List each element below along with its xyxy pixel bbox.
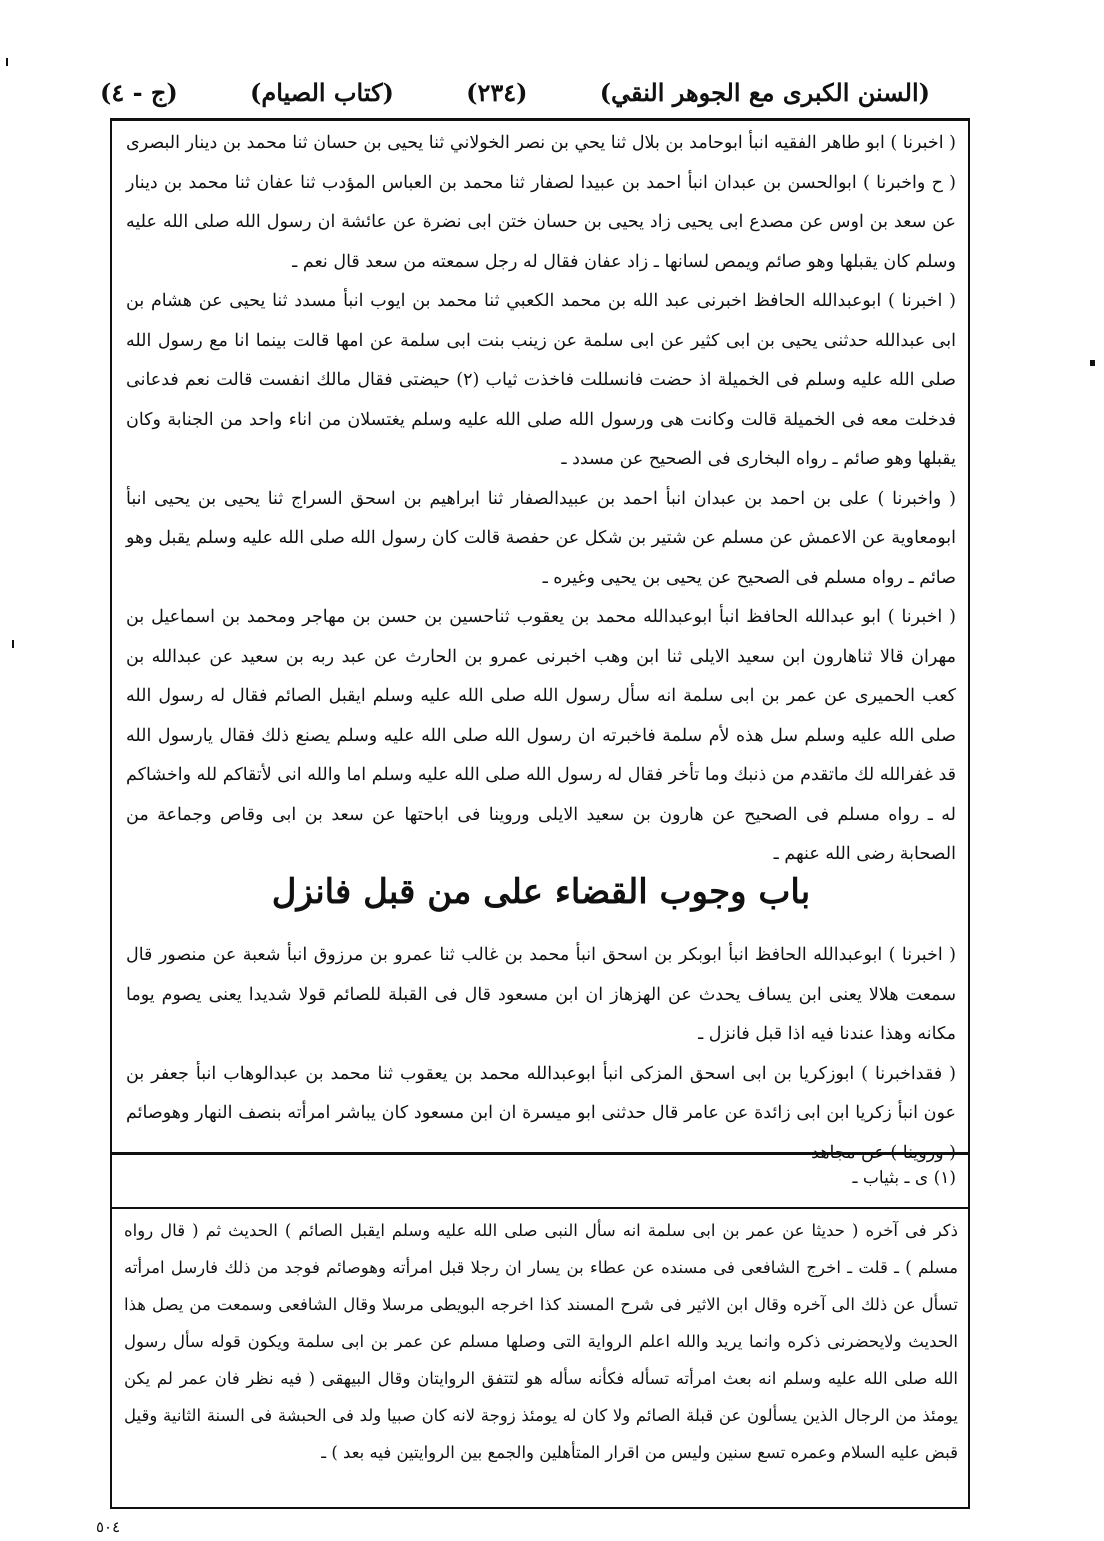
page-number: (٢٣٤) — [466, 77, 528, 107]
page-header — [100, 70, 930, 114]
paragraph: ( اخبرنا ) ابو طاهر الفقيه انبأ ابوحامد بن بلال ثنا يحي بن نصر الخولاني ثنا يحيى بن حسان ثنا محمد بن دينار البصرى ( ح واخبرنا ) ابوالحسن بن عبدان انبأ احمد بن عبيدا لصفار ثنا محمد بن العباس المؤدب ثنا عفان ثنا محمد بن دينار عن سعد بن اوس عن مصدع ابى يحيى زاد يحيى بن حسان ختن ابى نضرة عن عائشة ان رسول الله صلى الله عليه وسلم كان يقبلها وهو صائم ويمص لسانها ـ زاد عفان فقال له رجل سمعته من سعد قال نعم ـ — [126, 133, 956, 272]
commentary-paragraph: ذكر فى آخره ( حديثا عن عمر بن ابى سلمة انه سأل النبى صلى الله عليه وسلم ايقبل الصائم ) الحديث ثم ( قال رواه مسلم ) ـ قلت ـ اخرج الشافعى فى مسنده عن عطاء بن يسار ان رجلا قبل امرأته وهوصائم فوجد من ذلك فارسل امرأته تسأل عن ذلك الى آخره وقال ابن الاثير فى شرح المسند كذا اخرجه البويطى مرسلا وقال الشافعى وسمعت من يصل هذا الحديث ولايحضرنى ذكره وانما يريد والله اعلم الرواية التى وصلها مسلم عن عمر بن ابى سلمة ويكون قوله سأل رسول الله صلى الله عليه وسلم انه بعث امرأته تسأله فكأنه سأله هو لتتفق الروايتان وقال البيهقى ( فيه نظر فان عمر لم يكن يومئذ من الرجال الذين يسألون عن قبلة الصائم ولا كان له يومئذ زوجة لانه كان صبيا ولد فى الحبشة فى السنة الثانية وقيل قبض عليه السلام وعمره تسع سنين وليس من اقرار المتأهلين والجمع بين الروايتين فيه بعد ) ـ — [124, 1221, 958, 1462]
chapter-heading: باب وجوب القضاء على من قبل فانزل — [271, 872, 811, 912]
hadith-block — [126, 124, 956, 875]
margin-mark — [12, 640, 14, 648]
paragraph: ( اخبرنا ) ابوعبدالله الحافظ انبأ ابوبكر بن اسحق انبأ محمد بن غالب ثنا عمرو بن مرزوق انبأ شعبة عن منصور قال سمعت هلالا يعنى ابن يساف يحدث عن الهزهاز ان ابن مسعود قال فى القبلة للصائم قولا شديدا يعنى يصوم يوما مكانه وهذا عندنا فيه اذا قبل فانزل ـ — [126, 945, 956, 1044]
commentary-block — [124, 1212, 958, 1471]
book-section-title: (كتاب الصيام) — [250, 77, 394, 107]
chapter-text-block — [126, 936, 956, 1173]
margin-mark — [6, 58, 8, 66]
margin-mark — [1090, 360, 1095, 366]
paragraph: ( واخبرنا ) على بن احمد بن عبدان انبأ احمد بن عبيدالصفار ثنا ابراهيم بن اسحق السراج ثنا يحيى بن يحيى انبأ ابومعاوية عن الاعمش عن مسلم عن شتير بن شكل عن حفصة قالت كان رسول الله صلى الله عليه وسلم يقبل وهو صائم ـ رواه مسلم فى الصحيح عن يحيى بن يحيى وغيره ـ — [126, 488, 956, 588]
paragraph: ( اخبرنا ) ابوعبدالله الحافظ اخبرنى عبد الله بن محمد الكعبي ثنا محمد بن ايوب انبأ مسدد ثنا يحيى عن هشام بن ابى عبدالله حدثنى يحيى بن ابى كثير عن ابى سلمة عن زينب بنت ابى سلمة عن امها قالت بينما انا مع رسول الله صلى الله عليه وسلم فى الخميلة اذ حضت فانسللت فاخذت ثياب (٢) حيضتى فقال مالك انفست قالت نعم فدعانى فدخلت معه فى الخميلة قالت وكانت هى ورسول الله صلى الله عليه وسلم يغتسلان من اناء واحد من الجنابة وكان يقبلها وهو صائم ـ رواه البخارى فى الصحيح عن مسدد ـ — [126, 291, 957, 469]
paragraph: ( فقداخبرنا ) ابوزكريا بن ابى اسحق المزكى انبأ ابوعبدالله محمد بن يعقوب ثنا محمد بن عبدالوهاب انبأ جعفر بن عون انبأ زكريا ابن ابى زائدة عن عامر قال حدثنى ابو ميسرة ان ابن مسعود كان يباشر امرأته بنصف النهار وهوصائم ( وروينا ) عن مجاهد — [126, 1063, 956, 1163]
volume-label: (ج - ٤) — [100, 77, 178, 107]
footnote: (١) ى ـ بثياب ـ — [852, 1168, 956, 1188]
footnote-divider — [110, 1152, 970, 1155]
book-title: (السنن الكبرى مع الجوهر النقي) — [599, 77, 930, 107]
page-reference: ٥٠٤ — [96, 1518, 121, 1536]
paragraph: ( اخبرنا ) ابو عبدالله الحافظ انبأ ابوعبدالله محمد بن يعقوب ثناحسين بن حسن بن مهاجر ومحمد بن اسماعيل بن مهران قالا ثناهارون ابن سعيد الايلى ثنا ابن وهب اخبرنى عمرو بن الحارث عن عبد ربه بن سعيد عن عبدالله بن كعب الحميرى عن عمر بن ابى سلمة انه سأل رسول الله صلى الله عليه وسلم ايقبل الصائم فقال له رسول الله صلى الله عليه وسلم سل هذه لأم سلمة فاخبرته ان رسول الله صلى الله عليه وسلم يصنع ذلك فقال يارسول الله قد غفرالله لك ماتقدم من ذنبك وما تأخر فقال له رسول الله صلى الله عليه وسلم اما والله انى لأتقاكم لله واخشاكم له ـ رواه مسلم فى الصحيح عن هارون بن سعيد الايلى وروينا فى اباحتها عن سعد بن ابى وقاص وجماعة من الصحابة رضى الله عنهم ـ — [126, 607, 956, 864]
